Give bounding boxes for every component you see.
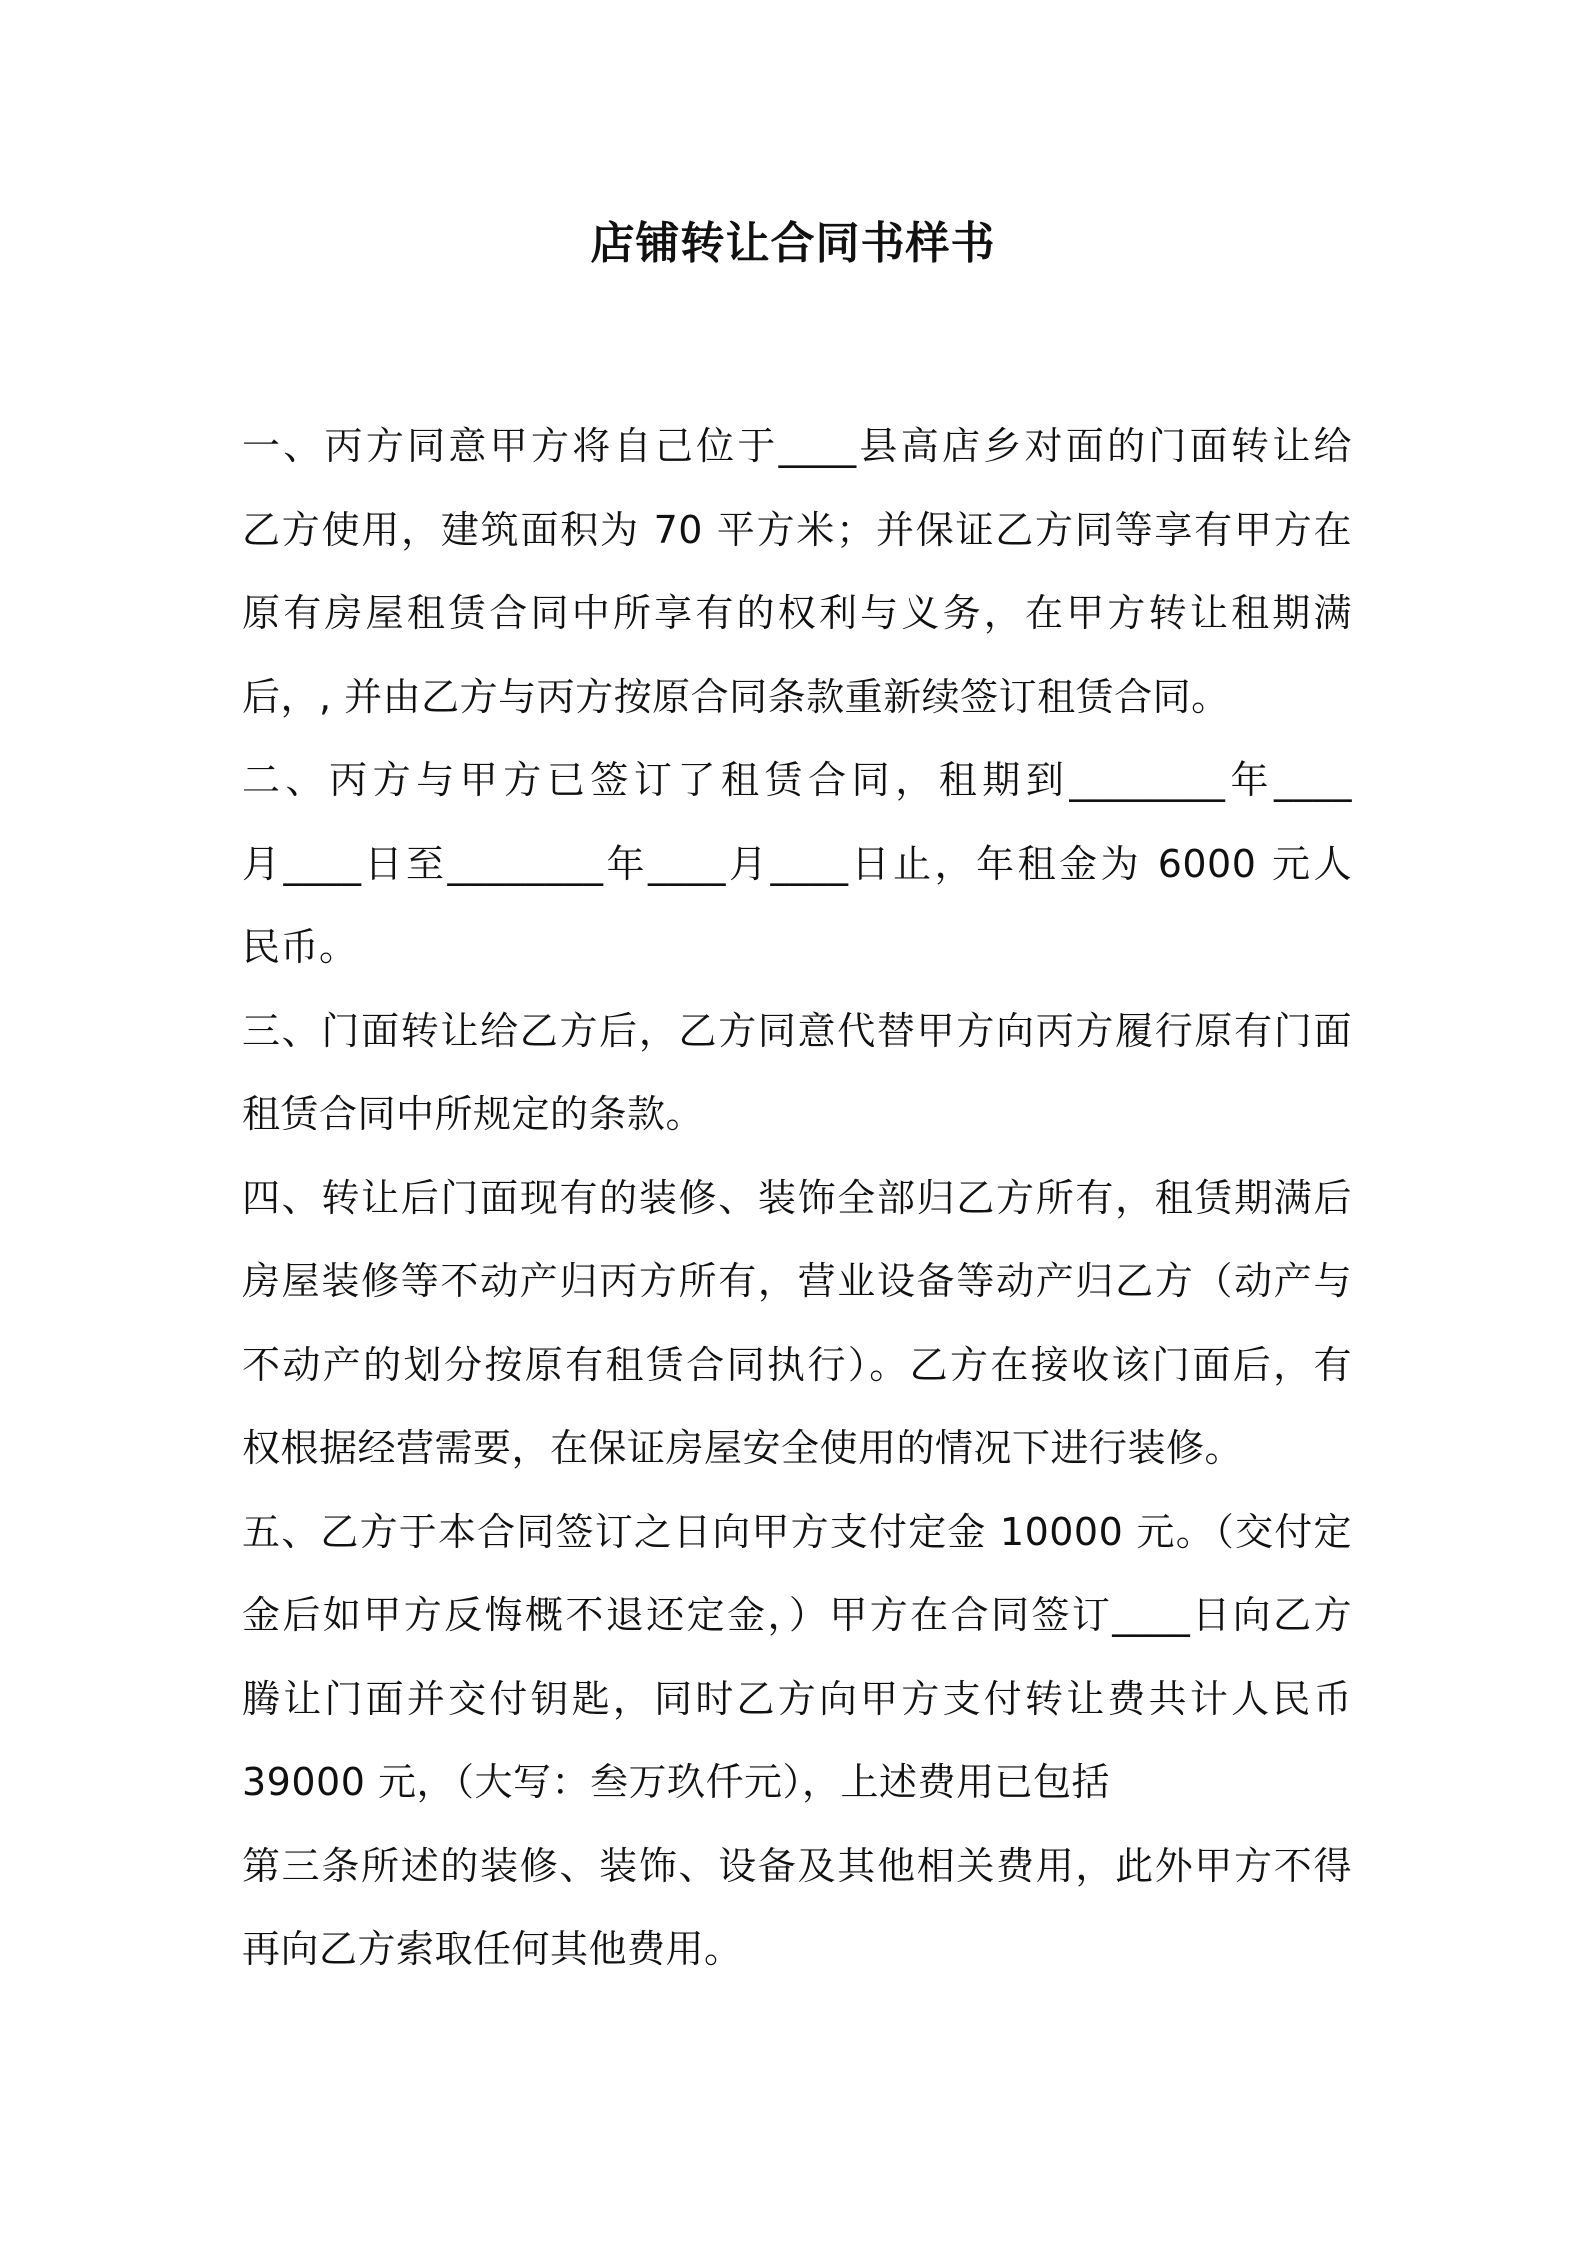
clause-1-line-3: 原有房屋租赁合同中所享有的权利与义务，在甲方转让租期满 <box>242 591 1352 635</box>
clause-1-line-4: 后，, 并由乙方与丙方按原合同条款重新续签订租赁合同。 <box>242 674 1230 719</box>
clause-5-line-1: 五、乙方于本合同签订之日向甲方支付定金 10000 元。（交付定 <box>242 1509 1352 1554</box>
clause-2-line-2: 月____日至________年____月____日止，年租金为 6000 元人 <box>242 841 1352 886</box>
document-body <box>242 405 1352 1992</box>
clause-2-line-1: 二、丙方与甲方已签订了租赁合同，租期到________年____ <box>242 758 1352 802</box>
clause-1-line-1: 一、丙方同意甲方将自己位于____县高店乡对面的门面转让给 <box>242 424 1352 468</box>
clause-2-line-3: 民币。 <box>242 925 358 969</box>
clause-4-line-3: 不动产的划分按原有租赁合同执行）。乙方在接收该门面后，有 <box>242 1342 1352 1387</box>
clause-4-line-2: 房屋装修等不动产归丙方所有，营业设备等动产归乙方（动产与 <box>242 1259 1352 1303</box>
clause-5-line-3: 腾让门面并交付钥匙，同时乙方向甲方支付转让费共计人民币 <box>242 1676 1352 1721</box>
clause-5-line-6: 再向乙方索取任何其他费用。 <box>242 1927 743 1971</box>
clause-3-line-2: 租赁合同中所规定的条款。 <box>242 1092 705 1136</box>
clause-5-line-2: 金后如甲方反悔概不退还定金，）甲方在合同签订____日向乙方 <box>242 1593 1352 1637</box>
clause-1-line-2: 乙方使用，建筑面积为 70 平方米；并保证乙方同等享有甲方在 <box>242 507 1352 552</box>
clause-5-line-5: 第三条所述的装修、装饰、设备及其他相关费用，此外甲方不得 <box>242 1843 1352 1888</box>
clause-4-line-4: 权根据经营需要，在保证房屋安全使用的情况下进行装修。 <box>242 1426 1244 1470</box>
clause-4-line-1: 四、转让后门面现有的装修、装饰全部归乙方所有，租赁期满后 <box>242 1175 1352 1220</box>
clause-5-line-4: 39000 元，（大写：叁万玖仟元），上述费用已包括 <box>242 1760 1110 1804</box>
clause-3-line-1: 三、门面转让给乙方后，乙方同意代替甲方向丙方履行原有门面 <box>242 1008 1352 1053</box>
document-title: 店铺转让合同书样书 <box>590 218 996 269</box>
